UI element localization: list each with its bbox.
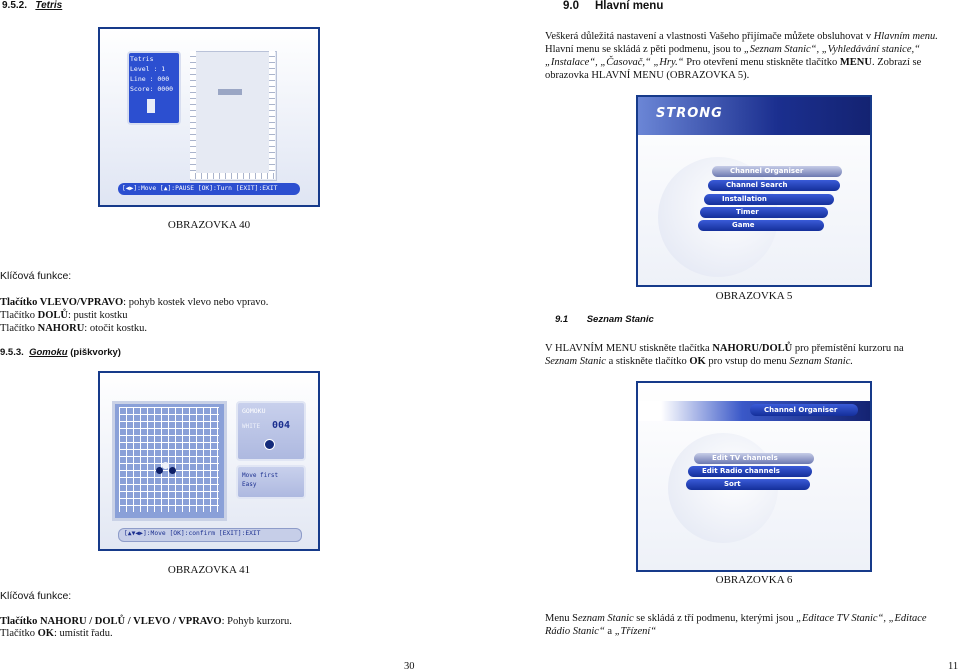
tetris-footer-text: [◀▶]:Move [▲]:PAUSE [OK]:Turn [EXIT]:EXIT [122, 185, 278, 192]
section-heading-main-menu: 9.0 Hlavní menu [563, 0, 664, 12]
gomoku-screenshot [98, 371, 320, 551]
stone-black-icon [156, 467, 163, 474]
menu-item-installation[interactable]: Installation [704, 194, 834, 205]
key-function-heading: Klíčová funkce: [0, 590, 72, 602]
menu-item-edit-radio[interactable]: Edit Radio channels [688, 466, 812, 477]
key-ok: Tlačítko OK: umístit řadu. [0, 628, 113, 639]
section-title: Tetris [35, 0, 63, 11]
gomoku-move-option: Move first [242, 472, 279, 479]
stone-white-icon [162, 462, 169, 469]
gomoku-footer-text: [▲▼◀▶]:Move [OK]:confirm [EXIT]:EXIT [124, 530, 261, 537]
key-left-right: Tlačítko VLEVO/VPRAVO: pohyb kostek vlevo nebo vpravo. [0, 297, 269, 308]
stone-black-icon [169, 467, 176, 474]
falling-piece-icon [218, 89, 242, 95]
menu-item-edit-tv[interactable]: Edit TV channels [694, 453, 814, 464]
channel-organiser-screenshot [636, 381, 872, 572]
tetris-playfield [190, 51, 277, 181]
section-number: 9.5.2. [2, 0, 28, 11]
section-heading-gomoku: 9.5.3. Gomoku (piškvorky) [0, 347, 121, 358]
caption-obrazovka-6: OBRAZOVKA 6 [715, 574, 793, 586]
menu-item-game[interactable]: Game [698, 220, 824, 231]
key-up: Tlačítko NAHORU: otočit kostku. [0, 323, 148, 334]
intro-paragraph: Veškerá důležitá nastavení a vlastnosti Vašeho přijímače můžete obsluhovat v Hlavním menu. Hlavní menu se skládá z pěti podmenu, jsou to „Seznam Stanic“, „Vyhledávání stanice,“ „Instalace“, „Časovač,“ „Hry.“ Pro otevření menu stiskněte tlačítko MENU. Zobrazí se obrazovka HLAVNÍ MENU (OBRAZOVKA 5). [545, 31, 938, 81]
turn-stone-icon [264, 439, 275, 450]
menu-item-channel-organiser[interactable]: Channel Organiser [712, 166, 842, 177]
tetris-line: Line : 000 [130, 75, 170, 83]
page-number-left: 30 [404, 661, 415, 672]
caption-obrazovka-40: OBRAZOVKA 40 [167, 219, 251, 231]
gomoku-score: 004 [272, 420, 291, 431]
key-down: Tlačítko DOLŮ: pustit kostku [0, 310, 128, 321]
seznam-stanic-submenu-paragraph: Menu Seznam Stanic se skládá z tří podmenu, kterými jsou „Editace TV Stanic“, „Editace Rádio Stanic“ a „Třízení“ [545, 613, 927, 637]
tetris-score: Score: 0000 [130, 85, 174, 93]
gomoku-level-option: Easy [242, 481, 257, 488]
key-arrows: Tlačítko NAHORU / DOLŮ / VLEVO / VPRAVO: Pohyb kurzoru. [0, 616, 292, 627]
menu-item-timer[interactable]: Timer [700, 207, 828, 218]
organiser-title: Channel Organiser [750, 404, 858, 416]
section-heading-seznam-stanic: 9.1 Seznam Stanic [555, 314, 654, 325]
strong-logo: STRONG [656, 106, 723, 121]
main-menu-screenshot [636, 95, 872, 287]
tetris-title: Tetris [130, 55, 154, 63]
caption-obrazovka-41: OBRAZOVKA 41 [167, 564, 251, 576]
gomoku-player: WHITE [242, 423, 261, 430]
menu-item-sort[interactable]: Sort [686, 479, 810, 490]
caption-obrazovka-5: OBRAZOVKA 5 [715, 290, 793, 302]
next-piece-icon [147, 99, 155, 113]
tetris-screenshot [98, 27, 320, 207]
seznam-stanic-paragraph: V HLAVNÍM MENU stiskněte tlačítka NAHORU/DOLŮ pro přemístění kurzoru na Seznam Stanic a stiskněte tlačítko OK pro vstup do menu Seznam Stanic. [545, 343, 904, 367]
page-number-right: 11 [948, 661, 959, 672]
key-function-heading: Klíčová funkce: [0, 270, 72, 282]
gomoku-title: GOMOKU [242, 407, 266, 415]
tetris-level: Level : 1 [130, 65, 166, 73]
section-heading-tetris [2, 0, 62, 11]
menu-item-channel-search[interactable]: Channel Search [708, 180, 840, 191]
